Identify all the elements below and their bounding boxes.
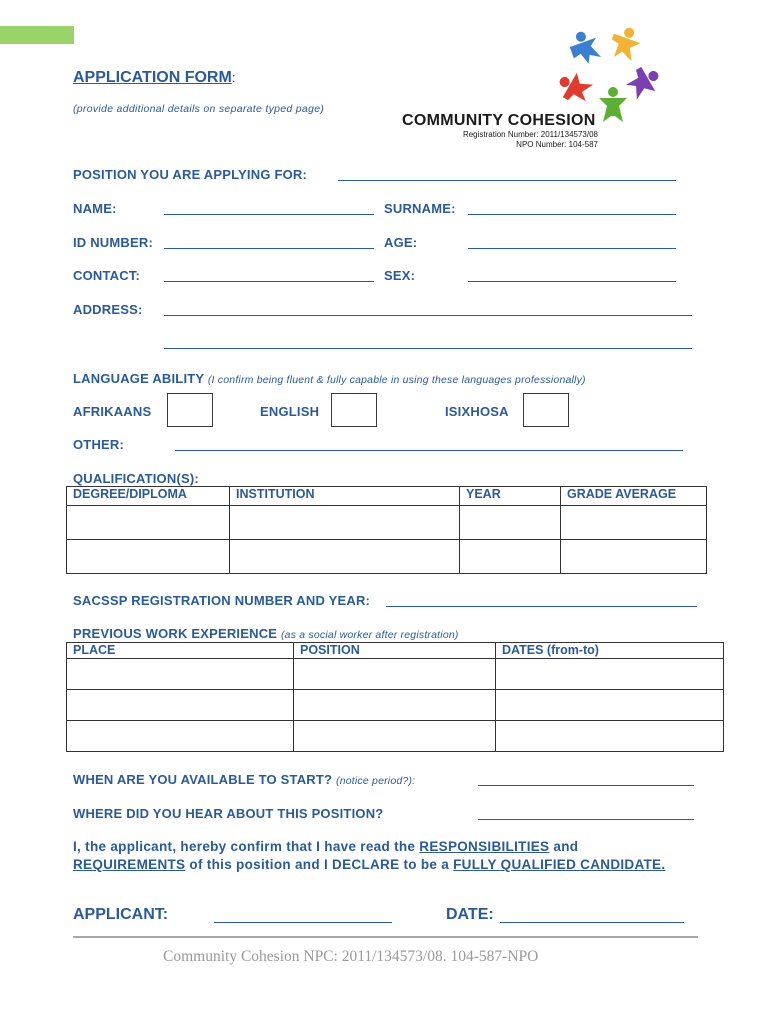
language-note: (I confirm being fluent & fully capable in using these languages professionally) bbox=[207, 374, 586, 386]
id-number-input-line[interactable] bbox=[164, 248, 374, 249]
sex-label: SEX: bbox=[384, 268, 416, 283]
responsibilities-link: RESPONSIBILITIES bbox=[419, 839, 550, 854]
surname-input-line[interactable] bbox=[468, 214, 676, 215]
table-cell[interactable] bbox=[460, 506, 561, 540]
other-language-input-line[interactable] bbox=[175, 450, 683, 451]
hear-input-line[interactable] bbox=[478, 819, 694, 820]
applicant-label: APPLICANT: bbox=[73, 906, 169, 923]
table-cell[interactable] bbox=[67, 659, 294, 690]
declaration-and: and bbox=[549, 839, 579, 854]
language-heading-row bbox=[73, 371, 586, 386]
date-label: DATE: bbox=[446, 906, 494, 923]
footer-divider bbox=[73, 936, 698, 938]
qualifications-header-row bbox=[67, 487, 707, 506]
work-heading: PREVIOUS WORK EXPERIENCE bbox=[73, 626, 278, 641]
footer-text: Community Cohesion NPC: 2011/134573/08. 104-587-NPO bbox=[163, 948, 539, 965]
table-row bbox=[67, 690, 724, 721]
column-header: YEAR bbox=[460, 487, 561, 506]
table-cell[interactable] bbox=[460, 540, 561, 574]
table-cell[interactable] bbox=[67, 721, 294, 752]
other-language-label: OTHER: bbox=[73, 437, 125, 452]
sacssp-input-line[interactable] bbox=[386, 606, 697, 607]
contact-label: CONTACT: bbox=[73, 268, 141, 283]
start-note: (notice period?): bbox=[336, 775, 416, 787]
green-tab-marker bbox=[0, 26, 74, 44]
hear-label: WHERE DID YOU HEAR ABOUT THIS POSITION? bbox=[73, 806, 384, 821]
contact-input-line[interactable] bbox=[164, 281, 374, 282]
age-label: AGE: bbox=[384, 235, 418, 250]
language-option-afrikaans: AFRIKAANS bbox=[73, 404, 152, 419]
column-header: PLACE bbox=[67, 643, 294, 659]
english-checkbox[interactable] bbox=[331, 393, 377, 427]
table-cell[interactable] bbox=[294, 721, 496, 752]
requirements-link: REQUIREMENTS bbox=[73, 857, 186, 872]
language-heading: LANGUAGE ABILITY bbox=[73, 371, 205, 386]
form-title-suffix: : bbox=[231, 70, 236, 85]
table-cell[interactable] bbox=[496, 659, 724, 690]
work-note: (as a social worker after registration) bbox=[280, 629, 459, 641]
address-label: ADDRESS: bbox=[73, 302, 143, 317]
start-label: WHEN ARE YOU AVAILABLE TO START? bbox=[73, 772, 333, 787]
logo-name: COMMUNITY COHESION bbox=[402, 112, 596, 129]
logo-registration: Registration Number: 2011/134573/08 bbox=[462, 130, 598, 139]
date-input-line[interactable] bbox=[500, 922, 684, 923]
qualifications-table bbox=[66, 486, 707, 574]
form-subtitle: (provide additional details on separate typed page) bbox=[73, 103, 325, 115]
column-header: DATES (from-to) bbox=[496, 643, 724, 659]
language-option-isixhosa: ISIXHOSA bbox=[445, 404, 509, 419]
table-row bbox=[67, 506, 707, 540]
table-cell[interactable] bbox=[496, 721, 724, 752]
work-experience-table bbox=[66, 642, 724, 752]
name-input-line[interactable] bbox=[164, 214, 374, 215]
table-row bbox=[67, 721, 724, 752]
table-cell[interactable] bbox=[294, 690, 496, 721]
language-option-english: ENGLISH bbox=[260, 404, 320, 419]
position-input-line[interactable] bbox=[338, 180, 676, 181]
table-cell[interactable] bbox=[561, 506, 707, 540]
column-header: GRADE AVERAGE bbox=[561, 487, 707, 506]
table-cell[interactable] bbox=[230, 506, 460, 540]
qualifications-heading: QUALIFICATION(S): bbox=[73, 471, 199, 486]
table-cell[interactable] bbox=[67, 690, 294, 721]
work-header-row bbox=[67, 643, 724, 659]
position-label: POSITION YOU ARE APPLYING FOR: bbox=[73, 167, 308, 182]
declaration-part2: of this position and I DECLARE to be a bbox=[185, 857, 454, 872]
fully-qualified-text: FULLY QUALIFIED CANDIDATE. bbox=[453, 857, 666, 872]
table-cell[interactable] bbox=[496, 690, 724, 721]
table-row bbox=[67, 540, 707, 574]
start-row bbox=[73, 772, 415, 787]
declaration-part1: I, the applicant, hereby confirm that I have read the bbox=[73, 839, 420, 854]
isixhosa-checkbox[interactable] bbox=[523, 393, 569, 427]
table-row bbox=[67, 659, 724, 690]
form-title: APPLICATION FORM bbox=[73, 69, 232, 86]
logo-npo: NPO Number: 104-587 bbox=[516, 140, 598, 149]
sacssp-label: SACSSP REGISTRATION NUMBER AND YEAR: bbox=[73, 593, 371, 608]
table-cell[interactable] bbox=[294, 659, 496, 690]
applicant-signature-line[interactable] bbox=[214, 922, 392, 923]
table-cell[interactable] bbox=[67, 506, 230, 540]
address-input-line-2[interactable] bbox=[164, 348, 692, 349]
work-heading-row bbox=[73, 626, 459, 641]
table-cell[interactable] bbox=[561, 540, 707, 574]
form-title-block bbox=[73, 69, 235, 87]
address-input-line-1[interactable] bbox=[164, 315, 692, 316]
age-input-line[interactable] bbox=[468, 248, 676, 249]
column-header: POSITION bbox=[294, 643, 496, 659]
table-cell[interactable] bbox=[67, 540, 230, 574]
afrikaans-checkbox[interactable] bbox=[167, 393, 213, 427]
column-header: INSTITUTION bbox=[230, 487, 460, 506]
column-header: DEGREE/DIPLOMA bbox=[67, 487, 230, 506]
name-label: NAME: bbox=[73, 201, 117, 216]
surname-label: SURNAME: bbox=[384, 201, 456, 216]
start-input-line[interactable] bbox=[478, 785, 694, 786]
declaration bbox=[73, 838, 713, 874]
table-cell[interactable] bbox=[230, 540, 460, 574]
id-number-label: ID NUMBER: bbox=[73, 235, 153, 250]
sex-input-line[interactable] bbox=[468, 281, 676, 282]
